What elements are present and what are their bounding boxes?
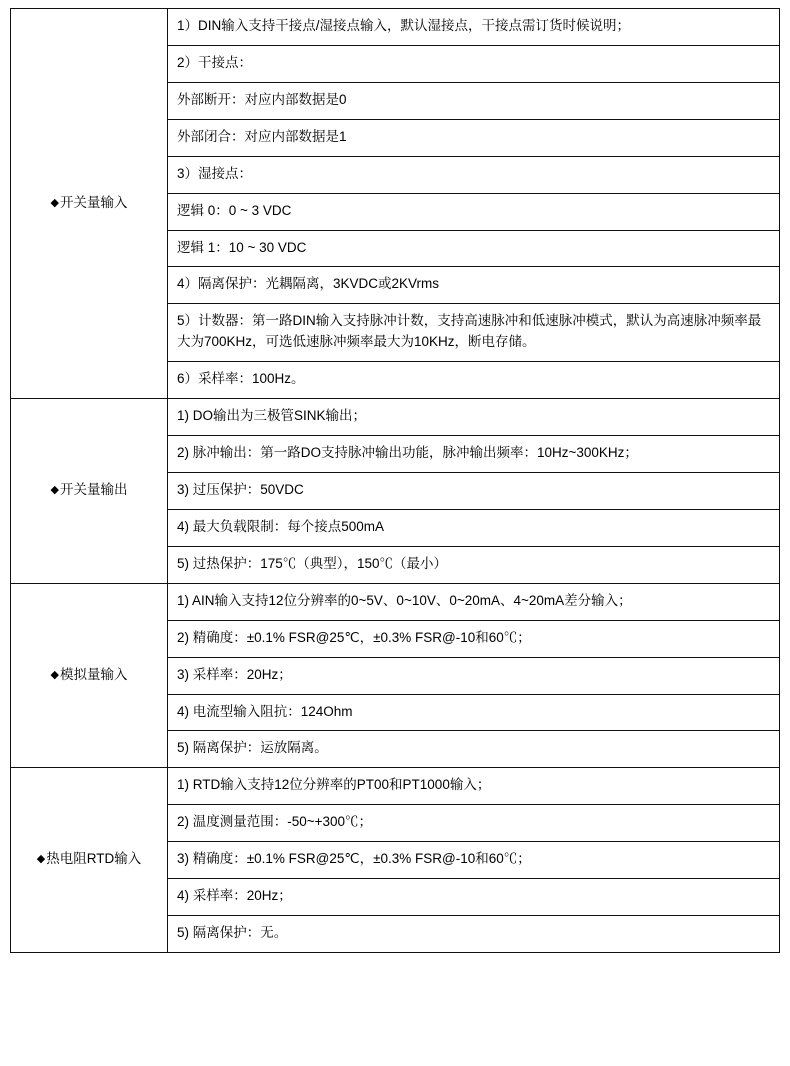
spec-item: 4) 电流型输入阻抗：124Ohm	[168, 694, 780, 731]
spec-item: 外部闭合：对应内部数据是1	[168, 119, 780, 156]
spec-item: 4）隔离保护：光耦隔离，3KVDC或2KVrms	[168, 267, 780, 304]
table-body	[11, 9, 780, 953]
table-row	[11, 768, 780, 805]
table-row	[11, 399, 780, 436]
spec-item: 3) 过压保护：50VDC	[168, 472, 780, 509]
spec-item: 5）计数器：第一路DIN输入支持脉冲计数，支持高速脉冲和低速脉冲模式，默认为高速脉冲频率最大为700KHz，可选低速脉冲频率最大为10KHz，断电存储。	[168, 304, 780, 362]
spec-item: 3) 采样率：20Hz；	[168, 657, 780, 694]
category-label: 开关量输出	[59, 481, 128, 497]
spec-item: 5) 隔离保护：运放隔离。	[168, 731, 780, 768]
spec-item: 2) 脉冲输出：第一路DO支持脉冲输出功能，脉冲输出频率：10Hz~300KHz；	[168, 436, 780, 473]
spec-item: 1) RTD输入支持12位分辨率的PT00和PT1000输入；	[168, 768, 780, 805]
spec-item: 5) 隔离保护：无。	[168, 916, 780, 953]
spec-item: 5) 过热保护：175℃（典型），150℃（最小）	[168, 546, 780, 583]
spec-item: 1) DO输出为三极管SINK输出；	[168, 399, 780, 436]
category-label: 模拟量输入	[59, 666, 128, 682]
diamond-icon: ◆	[50, 196, 59, 209]
spec-item: 逻辑 0：0 ~ 3 VDC	[168, 193, 780, 230]
spec-item: 1）DIN输入支持干接点/湿接点输入，默认湿接点，干接点需订货时候说明；	[168, 9, 780, 46]
spec-item: 4) 最大负载限制：每个接点500mA	[168, 509, 780, 546]
spec-item: 外部断开：对应内部数据是0	[168, 82, 780, 119]
category-cell-3	[11, 768, 168, 953]
spec-item: 4) 采样率：20Hz；	[168, 879, 780, 916]
spec-item: 6）采样率：100Hz。	[168, 362, 780, 399]
diamond-icon: ◆	[50, 483, 59, 496]
spec-item: 2) 精确度：±0.1% FSR@25℃，±0.3% FSR@-10和60℃；	[168, 620, 780, 657]
diamond-icon: ◆	[50, 668, 59, 681]
category-cell-1	[11, 399, 168, 584]
diamond-icon: ◆	[36, 853, 46, 866]
category-cell-2	[11, 583, 168, 768]
category-cell-0	[11, 9, 168, 399]
spec-item: 2) 温度测量范围：-50~+300℃；	[168, 805, 780, 842]
specification-table	[10, 8, 780, 953]
category-label: 开关量输入	[59, 194, 128, 210]
spec-item: 3）湿接点：	[168, 156, 780, 193]
table-row	[11, 583, 780, 620]
spec-item: 逻辑 1：10 ~ 30 VDC	[168, 230, 780, 267]
category-label: 热电阻RTD输入	[46, 851, 142, 867]
spec-item: 3) 精确度：±0.1% FSR@25℃，±0.3% FSR@-10和60℃；	[168, 842, 780, 879]
table-row	[11, 9, 780, 46]
spec-item: 2）干接点：	[168, 45, 780, 82]
spec-item: 1) AIN输入支持12位分辨率的0~5V、0~10V、0~20mA、4~20mA差分输入；	[168, 583, 780, 620]
